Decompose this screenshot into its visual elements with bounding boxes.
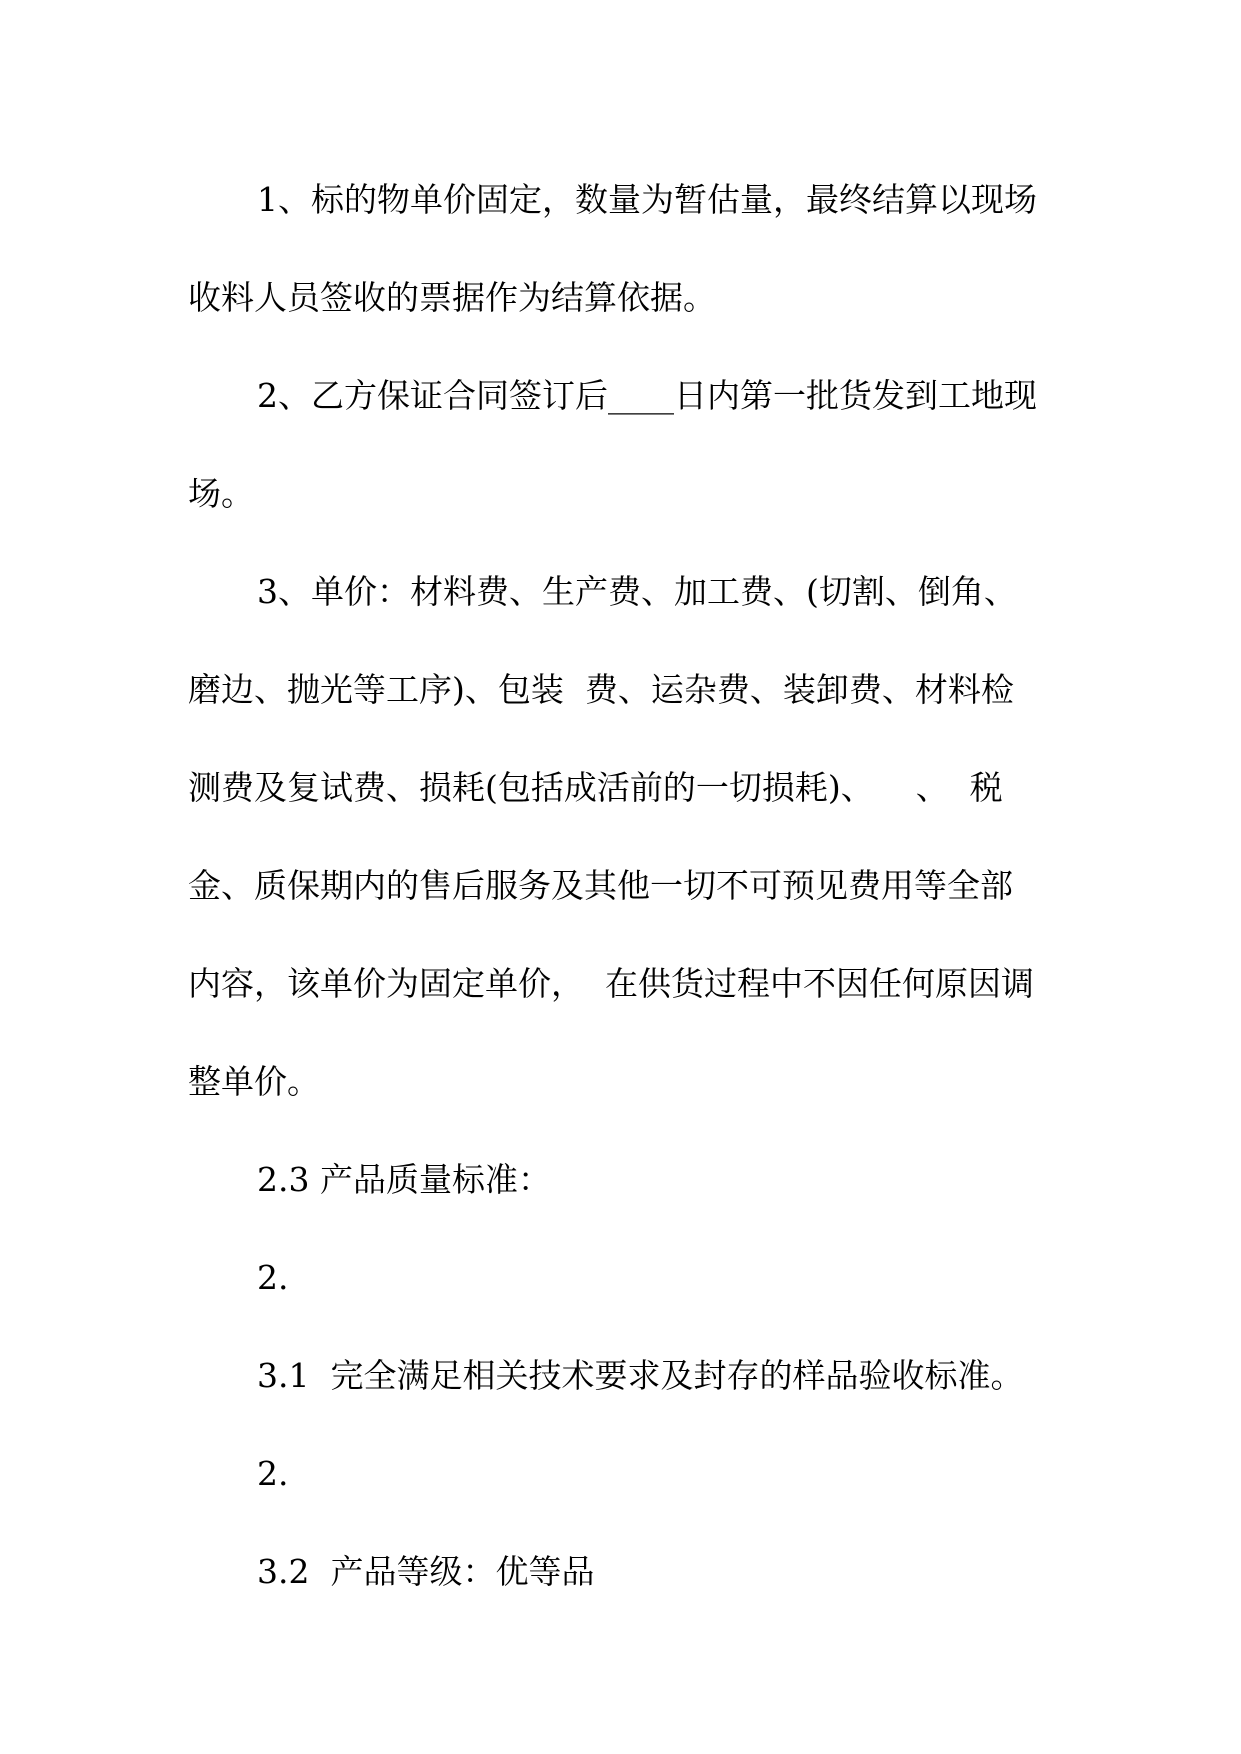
paragraph-line: 内容，该单价为固定单价， 在供货过程中不因任何原因调 — [188, 964, 1034, 1003]
paragraph-line: 磨边、抛光等工序)、包装 费、运杂费、装卸费、材料检 — [188, 670, 1014, 709]
paragraph-line: 2. — [257, 1454, 289, 1493]
paragraph-line: 3.2 产品等级：优等品 — [257, 1552, 595, 1591]
paragraph-line: 测费及复试费、损耗(包括成活前的一切损耗)、 、 税 — [188, 768, 1003, 807]
paragraph-line: 收料人员签收的票据作为结算依据。 — [188, 278, 716, 317]
paragraph-line: 1、标的物单价固定，数量为暂估量，最终结算以现场 — [257, 180, 1037, 219]
paragraph-line: 2、乙方保证合同签订后____日内第一批货发到工地现 — [257, 376, 1037, 415]
section-heading: 2.3 产品质量标准： — [257, 1160, 551, 1199]
paragraph-line: 3.1 完全满足相关技术要求及封存的样品验收标准。 — [257, 1356, 1024, 1395]
paragraph-line: 场。 — [188, 474, 254, 513]
paragraph-line: 2. — [257, 1258, 289, 1297]
paragraph-line: 金、质保期内的售后服务及其他一切不可预见费用等全部 — [188, 866, 1013, 905]
paragraph-line: 3、单价：材料费、生产费、加工费、(切割、倒角、 — [257, 572, 1017, 611]
paragraph-line: 整单价。 — [188, 1062, 320, 1101]
